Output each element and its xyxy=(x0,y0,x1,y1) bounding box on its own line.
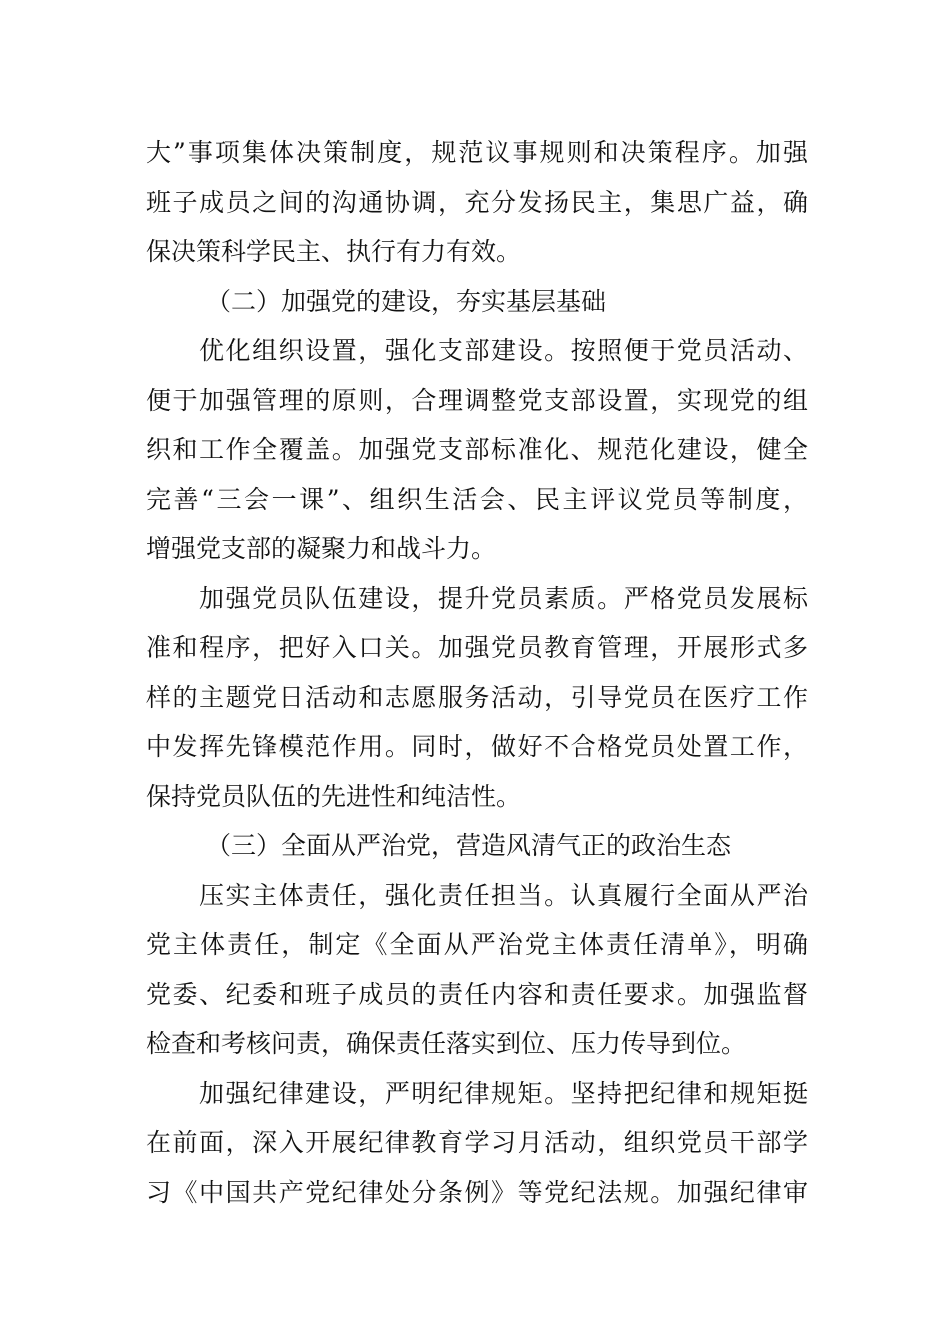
body-line: 党主体责任，制定《全面从严治党主体责任清单》，明确 xyxy=(146,930,808,959)
body-line: 完善“三会一课”、组织生活会、民主评议党员等制度， xyxy=(146,484,808,514)
body-line: 班子成员之间的沟通协调，充分发扬民主，集思广益，确 xyxy=(146,187,808,217)
body-line: 增强党支部的凝聚力和战斗力。 xyxy=(146,534,497,563)
body-line: 准和程序，把好入口关。加强党员教育管理，开展形式多 xyxy=(146,633,808,662)
document-body xyxy=(146,128,808,1217)
paragraph-first-line: 优化组织设置，强化支部建设。按照便于党员活动、 xyxy=(199,336,808,365)
body-line: 织和工作全覆盖。加强党支部标准化、规范化建设，健全 xyxy=(146,435,808,464)
section-heading-3: （三）全面从严治党，营造风清气正的政治生态 xyxy=(206,831,732,860)
paragraph-first-line: 加强党员队伍建设，提升党员素质。严格党员发展标 xyxy=(199,583,808,613)
body-line: 保持党员队伍的先进性和纯洁性。 xyxy=(146,781,522,811)
body-line: 检查和考核问责，确保责任落实到位、压力传导到位。 xyxy=(146,1029,747,1058)
body-line: 样的主题党日活动和志愿服务活动，引导党员在医疗工作 xyxy=(146,682,808,712)
paragraph-first-line: 加强纪律建设，严明纪律规矩。坚持把纪律和规矩挺 xyxy=(199,1078,808,1108)
body-line: 大”事项集体决策制度，规范议事规则和决策程序。加强 xyxy=(146,138,808,167)
body-line: 习《中国共产党纪律处分条例》等党纪法规。加强纪律审 xyxy=(146,1177,808,1207)
body-line: 便于加强管理的原则，合理调整党支部设置，实现党的组 xyxy=(146,385,808,415)
body-line: 党委、纪委和班子成员的责任内容和责任要求。加强监督 xyxy=(146,979,808,1009)
paragraph-first-line: 压实主体责任，强化责任担当。认真履行全面从严治 xyxy=(199,880,808,910)
section-heading-2: （二）加强党的建设，夯实基层基础 xyxy=(206,286,607,316)
body-line: 中发挥先锋模范作用。同时，做好不合格党员处置工作， xyxy=(146,732,808,761)
body-line: 保决策科学民主、执行有力有效。 xyxy=(146,237,522,266)
body-line: 在前面，深入开展纪律教育学习月活动，组织党员干部学 xyxy=(146,1128,808,1157)
